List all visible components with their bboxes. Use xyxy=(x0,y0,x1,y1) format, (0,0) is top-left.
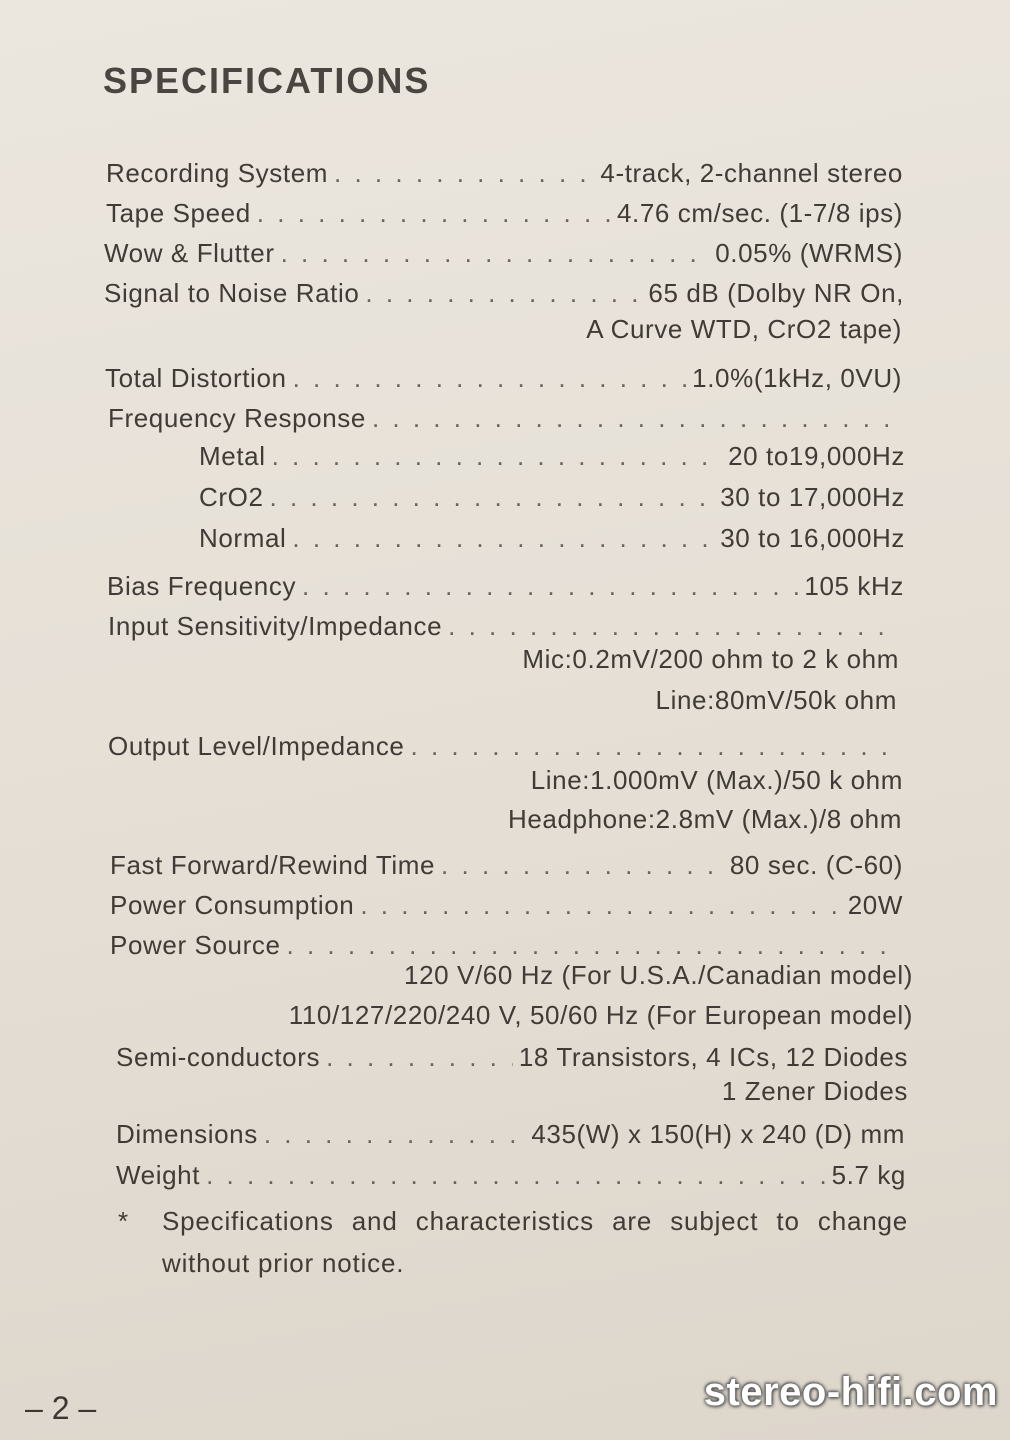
spec-value: 1.0%(1kHz, 0VU) xyxy=(692,363,902,393)
leader-dots xyxy=(334,158,594,188)
spec-continuation: Line:80mV/50k ohm xyxy=(655,685,897,715)
leader-dots xyxy=(206,1160,826,1190)
spec-continuation: 1 Zener Diodes xyxy=(721,1076,908,1106)
spec-row-total-distortion xyxy=(105,355,902,393)
leader-dots xyxy=(326,1042,513,1072)
spec-label: CrO2 xyxy=(199,482,264,512)
leader-dots xyxy=(360,890,841,920)
page-number: – 2 – xyxy=(25,1390,97,1426)
spec-value: 105 kHz xyxy=(804,571,904,601)
spec-row-fast-forward xyxy=(110,842,903,880)
spec-label: Normal xyxy=(199,523,287,553)
spec-row-bias-frequency xyxy=(107,563,904,601)
spec-value: 4-track, 2-channel stereo xyxy=(600,158,903,188)
spec-row-tape-speed xyxy=(106,190,903,228)
spec-row-normal xyxy=(199,515,905,553)
leader-dots xyxy=(365,278,642,308)
spec-label: Metal xyxy=(199,441,266,471)
spec-label: Bias Frequency xyxy=(107,571,297,601)
leader-dots xyxy=(292,523,714,553)
spec-label: Semi-conductors xyxy=(116,1042,321,1072)
spec-continuation: A Curve WTD, CrO2 tape) xyxy=(586,314,902,344)
spec-continuation: Headphone:2.8mV (Max.)/8 ohm xyxy=(508,804,902,834)
spec-value: 20W xyxy=(847,890,903,920)
spec-row-weight xyxy=(116,1152,906,1190)
spec-row-input-sensitivity xyxy=(108,603,905,641)
spec-value: 65 dB (Dolby NR On, xyxy=(648,278,904,308)
spec-row-dimensions xyxy=(116,1111,905,1149)
spec-continuation: Line:1.000mV (Max.)/50 k ohm xyxy=(530,765,903,795)
spec-row-metal xyxy=(199,433,905,471)
spec-row-wow-flutter xyxy=(104,230,903,268)
leader-dots xyxy=(293,363,687,393)
spec-label: Power Consumption xyxy=(110,890,355,920)
spec-label: Power Source xyxy=(110,930,281,960)
spec-continuation: Mic:0.2mV/200 ohm to 2 k ohm xyxy=(522,644,899,674)
spec-value: 80 sec. (C-60) xyxy=(729,850,903,880)
footnote xyxy=(118,1200,908,1284)
leader-dots xyxy=(272,441,722,471)
spec-label: Total Distortion xyxy=(105,363,287,393)
leader-dots xyxy=(448,611,899,641)
leader-dots xyxy=(411,731,900,761)
spec-value: 30 to 17,000Hz xyxy=(720,482,905,512)
spec-label: Fast Forward/Rewind Time xyxy=(110,850,436,880)
spec-value: 30 to 16,000Hz xyxy=(720,523,905,553)
spec-label: Signal to Noise Ratio xyxy=(104,278,360,308)
spec-row-frequency-response xyxy=(108,395,905,433)
footnote-text: Specifications and characteristics are subject to change without prior notice. xyxy=(162,1206,908,1278)
spec-label: Frequency Response xyxy=(108,403,366,433)
spec-label: Wow & Flutter xyxy=(104,238,275,268)
spec-value: 5.7 kg xyxy=(831,1160,906,1190)
spec-label: Weight xyxy=(116,1160,201,1190)
spec-row-semiconductors xyxy=(116,1034,908,1072)
leader-dots xyxy=(270,482,715,512)
leader-dots xyxy=(302,571,798,601)
spec-value: 0.05% (WRMS) xyxy=(715,238,903,268)
spec-row-output-level xyxy=(108,723,905,761)
spec-row-signal-noise xyxy=(104,270,904,308)
page-title: SPECIFICATIONS xyxy=(103,60,431,101)
footnote-marker: * xyxy=(118,1206,129,1236)
spec-row-power-source xyxy=(110,922,905,960)
spec-row-power-consumption xyxy=(110,882,903,920)
leader-dots xyxy=(372,403,899,433)
leader-dots xyxy=(264,1119,526,1149)
spec-label: Dimensions xyxy=(116,1119,258,1149)
spec-label: Input Sensitivity/Impedance xyxy=(108,611,443,641)
spec-label: Tape Speed xyxy=(106,198,251,228)
spec-value: 435(W) x 150(H) x 240 (D) mm xyxy=(531,1119,905,1149)
spec-continuation: 120 V/60 Hz (For U.S.A./Canadian model) xyxy=(404,960,913,990)
spec-value: 4.76 cm/sec. (1-7/8 ips) xyxy=(616,198,903,228)
spec-value: 20 to19,000Hz xyxy=(728,441,905,471)
leader-dots xyxy=(257,198,611,228)
watermark: stereo-hifi.com xyxy=(703,1370,998,1414)
spec-label: Output Level/Impedance xyxy=(108,731,405,761)
spec-label: Recording System xyxy=(106,158,329,188)
leader-dots xyxy=(441,850,724,880)
leader-dots xyxy=(281,238,710,268)
spec-row-cro2 xyxy=(199,474,905,512)
spec-continuation: 110/127/220/240 V, 50/60 Hz (For European model) xyxy=(288,1000,913,1030)
spec-value: 18 Transistors, 4 ICs, 12 Diodes xyxy=(518,1042,908,1072)
spec-row-recording-system xyxy=(106,150,903,188)
